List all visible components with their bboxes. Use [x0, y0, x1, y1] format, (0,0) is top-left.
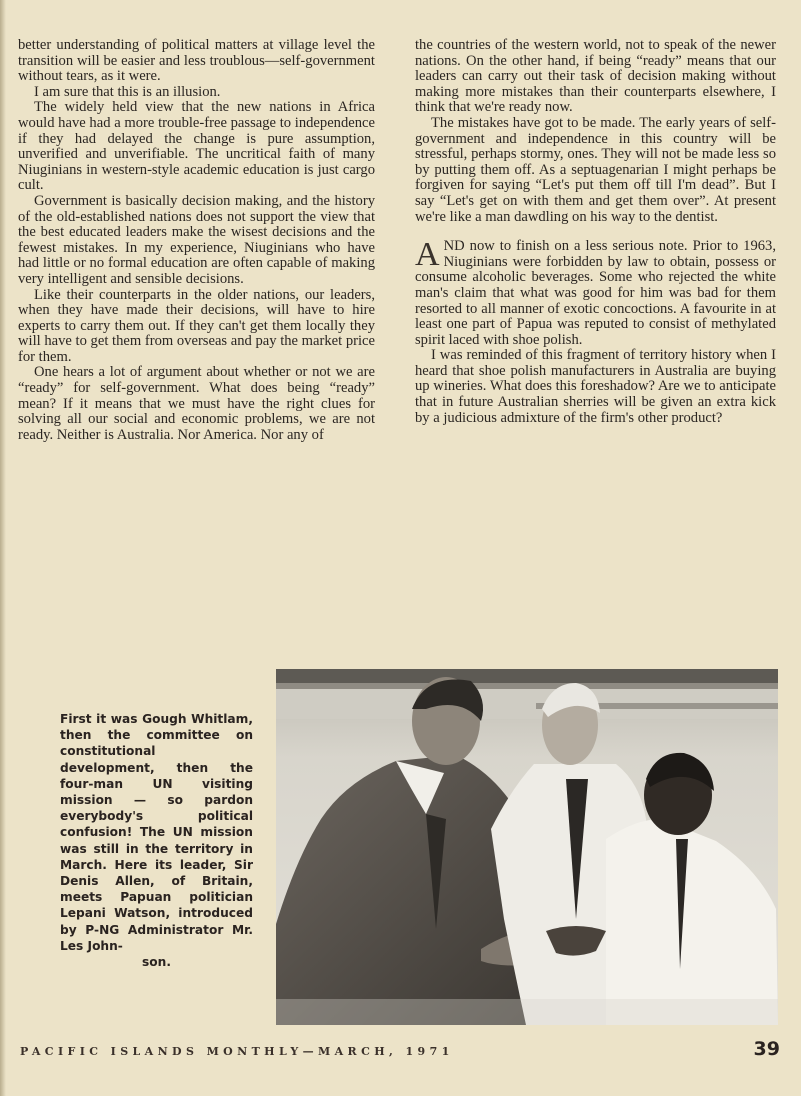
- publication-footer: PACIFIC ISLANDS MONTHLY—MARCH, 1971: [20, 1045, 454, 1058]
- page-number: 39: [753, 1038, 780, 1060]
- drop-cap: A: [415, 236, 440, 274]
- news-photo: [276, 669, 778, 1025]
- photo-caption: [60, 711, 253, 970]
- dropcap-paragraph: [415, 236, 776, 348]
- caption-last-line: son.: [142, 955, 171, 970]
- photo-illustration: [276, 669, 778, 1025]
- caption-text: First it was Gough Whitlam, then the committee on constitutional development, then the four-man UN visiting mission — so pardon everybody's political confusion! The UN mission was still in the territory in March. Here its leader, Sir Denis Allen, of Britain, meets Papuan politician Lepani Watson, introduced by P-NG Administrator Mr. Les John-: [60, 712, 253, 953]
- left-paragraph: Government is basically decision making, and the history of the old-established nations does not support the view that the best educated leaders make the wisest decisions and the fewest mistakes. In my experience, Niuginians who have had little or no formal education are often capable of making very intelligent and sensible decisions.: [18, 192, 375, 287]
- right-column: [415, 38, 776, 426]
- right-paragraph: the countries of the western world, not to speak of the newer nations. On the other hand, if being “ready” means that our leaders can carry out their task of decision making without making more mistakes than their counterparts elsewhere, I think that we're ready now.: [415, 37, 776, 116]
- left-paragraph: One hears a lot of argument about whether or not we are “ready” for self-government. What does being “ready” mean? If it means that we must have the right clues for solving all our social and economic problems, we are not ready. Neither is Australia. Nor America. Nor any of: [18, 364, 375, 443]
- left-column: [18, 38, 375, 443]
- left-paragraph: Like their counterparts in the older nations, our leaders, when they have made their decisions, will have to hire experts to carry them out. If they can't get them locally they will have to get them from overseas and pay the market price for them.: [18, 286, 376, 365]
- page-footer: [20, 1038, 780, 1060]
- right-paragraph: I was reminded of this fragment of territory history when I heard that shoe polish manufacturers in Australia are buying up wineries. What does this foreshadow? Are we to anticipate that in future Australian sherries will be given an extra kick by a judicious admixture of the firm's other product?: [415, 347, 776, 426]
- left-paragraph: The widely held view that the new nations in Africa would have had a more trouble-free passage to independence if they had delayed the change is pure assumption, unverified and unverifiable. The uncritical faith of many Niuginians in western-style academic education is just cargo cult.: [18, 99, 375, 194]
- right-paragraph: The mistakes have got to be made. The early years of self-government and independence in this country will be stressful, perhaps stormy, ones. They will not be made less so by putting them off. As a septuagenarian I might perhaps be forgiven for saying “Let's put them off till I'm dead”. But I say “Let's get on with them and get them over”. At present we're like a man dawdling on his way to the dentist.: [415, 114, 776, 225]
- dropcap-paragraph-text: ND now to finish on a less serious note. Prior to 1963, Niuginians were forbidden by law to obtain, possess or consume alcoholic beverages. Some who rejected the white man's claim that what was good for him was bad for them resorted to all manner of exotic concoctions. A favourite in at least one part of Papua was reputed to consist of methylated spirit laced with shoe polish.: [415, 238, 776, 348]
- page-edge: [0, 0, 6, 1096]
- left-paragraph: better understanding of political matters at village level the transition will be easier and less troublous—self-government without tears, as it were.: [18, 37, 375, 85]
- left-paragraph: I am sure that this is an illusion.: [34, 83, 221, 100]
